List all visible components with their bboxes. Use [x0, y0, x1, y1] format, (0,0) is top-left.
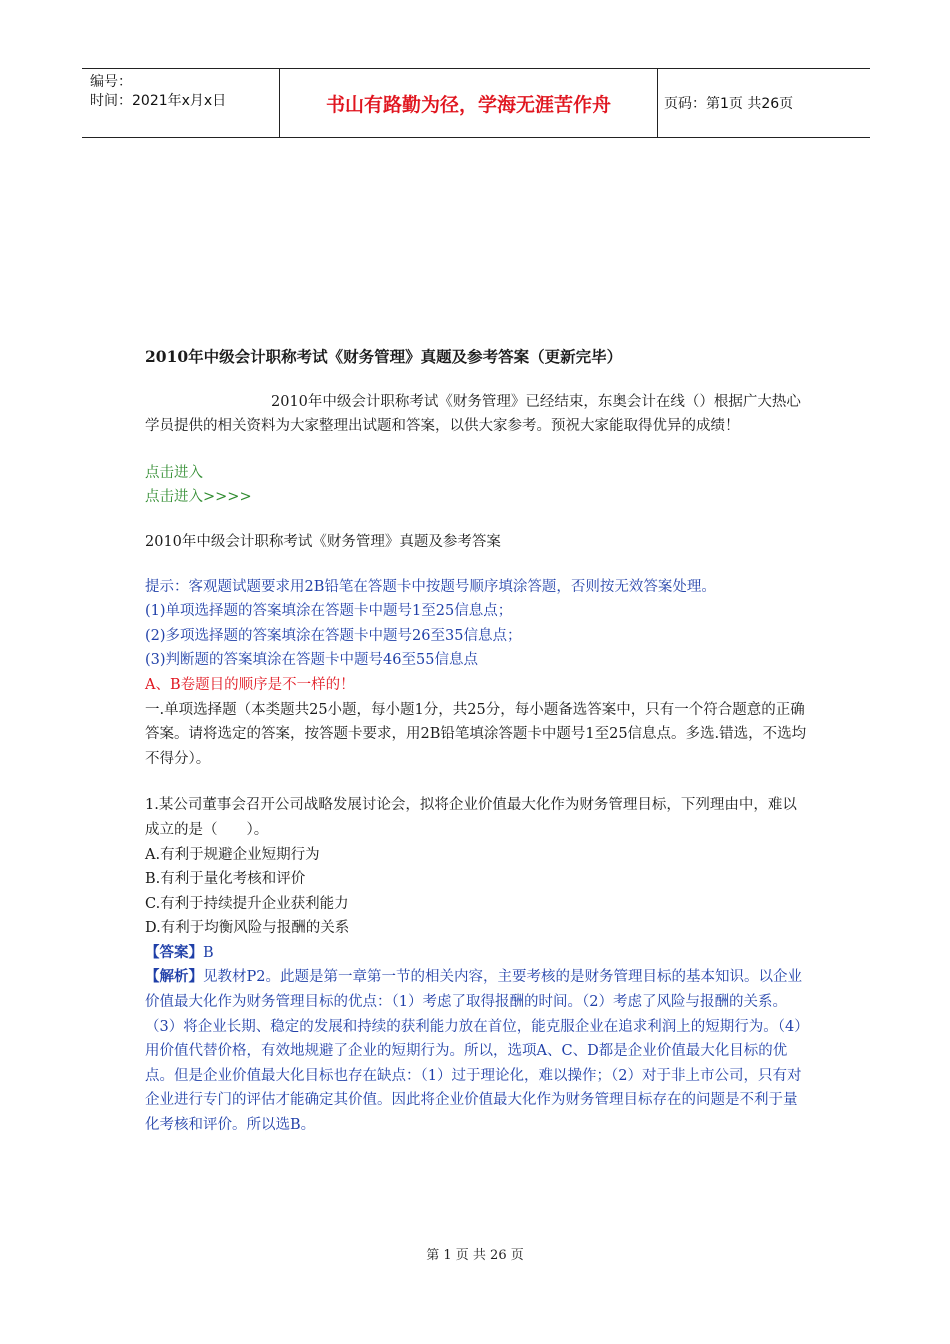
option-b: B.有利于量化考核和评价: [145, 871, 306, 888]
analysis-label: 【解析】: [145, 968, 203, 986]
number-label: 编号：: [90, 74, 132, 90]
option-a: A.有利于规避企业短期行为: [145, 846, 320, 863]
document-body: [145, 345, 810, 1138]
tip-line: (2)多项选择题的答案填涂在答题卡中题号26至35信息点；: [145, 627, 522, 644]
answer-line: [145, 941, 810, 966]
question-stem: 1.某公司董事会召开公司战略发展讨论会，拟将企业价值最大化作为财务管理目标，下列理由中，难以成立的是（ ）。: [145, 797, 797, 838]
option-c: C.有利于持续提升企业获利能力: [145, 895, 349, 912]
answer-label: 【答案】: [145, 943, 203, 961]
tip-line: (3)判断题的答案填涂在答题卡中题号46至55信息点: [145, 652, 478, 669]
intro-paragraph: 2010年中级会计职称考试《财务管理》已经结束，东奥会计在线（）根据广大热心学员提供的相关资料为大家整理出试题和答案，以供大家参考。预祝大家能取得优异的成绩！: [145, 393, 801, 435]
header-motto: 书山有路勤为径，学海无涯苦作舟: [280, 69, 658, 137]
warning-line: A、B卷题目的顺序是不一样的！: [145, 676, 355, 693]
option-d: D.有利于均衡风险与报酬的关系: [145, 920, 350, 937]
header-page-info: 页码：第1页 共26页: [664, 96, 794, 112]
page-footer: 第 1 页 共 26 页: [426, 1248, 524, 1263]
section-intro: 一.单项选择题（本类题共25小题，每小题1分，共25分，每小题备选答案中，只有一个符合题意的正确答案。请将选定的答案，按答题卡要求，用2B铅笔填涂答题卡中题号1至25信息点。多选.错选，不选均不得分）。: [145, 701, 807, 767]
document-title: 2010年中级会计职称考试《财务管理》真题及参考答案（更新完毕）: [145, 347, 623, 366]
link-enter-more[interactable]: 点击进入>>>>: [145, 489, 252, 506]
link-enter[interactable]: 点击进入: [145, 464, 203, 481]
page-header: [82, 68, 870, 138]
date-label: 时间：2021年x月x日: [90, 93, 227, 109]
tip-line: (1)单项选择题的答案填涂在答题卡中题号1至25信息点；: [145, 603, 513, 620]
analysis-text: 见教材P2。此题是第一章第一节的相关内容，主要考核的是财务管理目标的基本知识。以企业价值最大化作为财务管理目标的优点：（1）考虑了取得报酬的时间。（2）考虑了风险与报酬的关系。（3）将企业长期、稳定的发展和持续的获利能力放在首位，能克服企业在追求利润上的短期行为。（4）用价值代替价格，有效地规避了企业的短期行为。所以，选项A、C、D都是企业价值最大化目标的优点。但是企业价值最大化目标也存在缺点：（1）过于理论化，难以操作；（2）对于非上市公司，只有对企业进行专门的评估才能确定其价值。因此将企业价值最大化作为财务管理目标存在的问题是不利于量化考核和评价。所以选B。: [145, 969, 809, 1134]
tip-line: 提示：客观题试题要求用2B铅笔在答题卡中按题号顺序填涂答题，否则按无效答案处理。: [145, 578, 716, 595]
answer-value: B: [203, 944, 214, 961]
document-subtitle: 2010年中级会计职称考试《财务管理》真题及参考答案: [145, 533, 501, 550]
header-meta: [82, 69, 280, 137]
analysis-paragraph: [145, 965, 810, 1137]
